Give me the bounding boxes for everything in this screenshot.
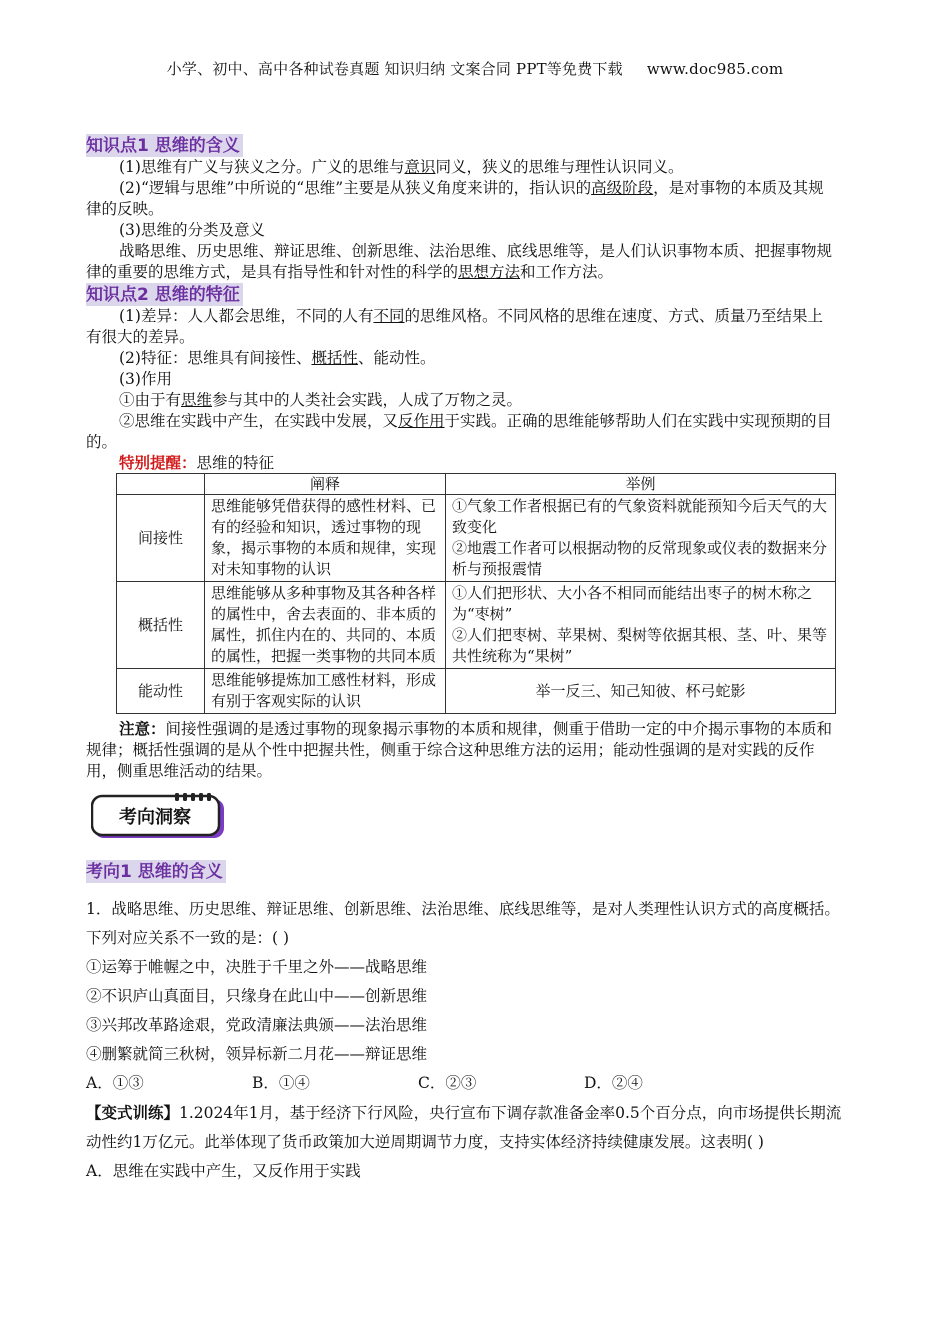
kp2-title: 知识点2 思维的特征: [86, 283, 243, 306]
page-header: [0, 58, 950, 79]
header-url[interactable]: www.doc985.com: [646, 60, 784, 78]
table-header-row: [117, 474, 836, 495]
kp2-para1: (1)差异：人人都会思维，不同的人有不同的思维风格。不同风格的思维在速度、方式、质量乃至结果上有很大的差异。: [86, 307, 823, 346]
row-examples: ①人们把形状、大小各不相同而能结出枣子的树木称之为“枣树” ②人们把枣树、苹果树、梨树等依据其根、茎、叶、果等共性统称为“果树”: [446, 582, 836, 669]
knowledge-section: [86, 134, 838, 782]
table-row: [117, 669, 836, 714]
feature-table: [116, 473, 836, 714]
kp1-para4: 战略思维、历史思维、辩证思维、创新思维、法治思维、底线思维等，是人们认识事物本质、把握事物规律的重要的思维方式，是具有指导性和针对性的科学的思想方法和工作方法。: [86, 242, 833, 281]
header-text: 小学、初中、高中各种试卷真题 知识归纳 文案合同 PPT等免费下载: [166, 60, 623, 78]
option-b[interactable]: B．①④: [252, 1074, 310, 1092]
reminder-label: 特别提醒：: [119, 453, 197, 472]
question-section: [86, 860, 846, 1186]
option-a[interactable]: A．①③: [86, 1074, 144, 1092]
row-name: 概括性: [117, 582, 205, 669]
kp2-para2: (2)特征：思维具有间接性、概括性、能动性。: [119, 349, 436, 367]
row-examples: 举一反三、知己知彼、杯弓蛇影: [446, 669, 836, 714]
q1-stem: 1．战略思维、历史思维、辩证思维、创新思维、法治思维、底线思维等，是对人类理性认识方式的高度概括。下列对应关系不一致的是：( ): [86, 900, 840, 947]
table-header-cell: [117, 474, 205, 495]
q1-item: ②不识庐山真面目，只缘身在此山中——创新思维: [86, 987, 428, 1005]
table-row: [117, 582, 836, 669]
kp2-para5: ②思维在实践中产生，在实践中发展，又反作用于实践。正确的思维能够帮助人们在实践中实现预期的目的。: [86, 412, 833, 451]
kp1-para3: (3)思维的分类及意义: [119, 221, 265, 239]
q1-options: [86, 1069, 846, 1098]
table-header-cell: 举例: [446, 474, 836, 495]
variant-option-a[interactable]: A．思维在实践中产生，又反作用于实践: [86, 1162, 361, 1180]
banner-text: 考向洞察: [119, 807, 191, 828]
row-explain: 思维能够凭借获得的感性材料、已有的经验和知识，透过事物的现象，揭示事物的本质和规律，实现对未知事物的认识: [205, 495, 446, 582]
note-paragraph: [86, 718, 838, 782]
row-name: 间接性: [117, 495, 205, 582]
table-header-cell: 阐释: [205, 474, 446, 495]
row-examples: ①气象工作者根据已有的气象资料就能预知今后天气的大致变化 ②地震工作者可以根据动物的反常现象或仪表的数据来分析与预报震情: [446, 495, 836, 582]
kp1-para1: (1)思维有广义与狭义之分。广义的思维与意识同义，狭义的思维与理性认识同义。: [119, 158, 684, 176]
q1-item: ③兴邦改革路途艰，党政清廉法典颁——法治思维: [86, 1016, 428, 1034]
row-explain: 思维能够从多种事物及其各种各样的属性中，舍去表面的、非本质的属性，抓住内在的、共同的、本质的属性，把握一类事物的共同本质: [205, 582, 446, 669]
special-reminder: [119, 453, 838, 473]
q1-item: ①运筹于帷幄之中，决胜于千里之外——战略思维: [86, 958, 428, 976]
note-label: 注意：: [119, 719, 166, 738]
section-banner: [91, 793, 227, 841]
variant-label: 【变式训练】: [86, 1103, 180, 1122]
kx1-title: 考向1 思维的含义: [86, 860, 226, 883]
row-explain: 思维能够提炼加工感性材料，形成有别于客观实际的认识: [205, 669, 446, 714]
kp2-para4: ①由于有思维参与其中的人类社会实践，人成了万物之灵。: [119, 391, 523, 409]
variant-question: [86, 1098, 846, 1157]
table-row: [117, 495, 836, 582]
kp2-para3: (3)作用: [119, 370, 172, 388]
reminder-text: 思维的特征: [196, 454, 275, 472]
row-name: 能动性: [117, 669, 205, 714]
kp1-title: 知识点1 思维的含义: [86, 134, 243, 157]
option-d[interactable]: D．②④: [584, 1074, 643, 1092]
option-c[interactable]: C．②③: [418, 1074, 477, 1092]
kp1-para2: (2)“逻辑与思维”中所说的“思维”主要是从狭义角度来讲的，指认识的高级阶段，是对事物的本质及其规律的反映。: [86, 179, 824, 218]
q1-item: ④删繁就简三秋树，领异标新二月花——辩证思维: [86, 1045, 428, 1063]
variant-text: 1.2024年1月，基于经济下行风险，央行宣布下调存款准备金率0.5个百分点，向市场提供长期流动性约1万亿元。此举体现了货币政策加大逆周期调节力度，支持实体经济持续健康发展。这表明( ): [86, 1104, 842, 1151]
note-text: 间接性强调的是透过事物的现象揭示事物的本质和规律，侧重于借助一定的中介揭示事物的本质和规律；概括性强调的是从个性中把握共性，侧重于综合这种思维方法的运用；能动性强调的是对实践的反作用，侧重思维活动的结果。: [86, 720, 833, 780]
